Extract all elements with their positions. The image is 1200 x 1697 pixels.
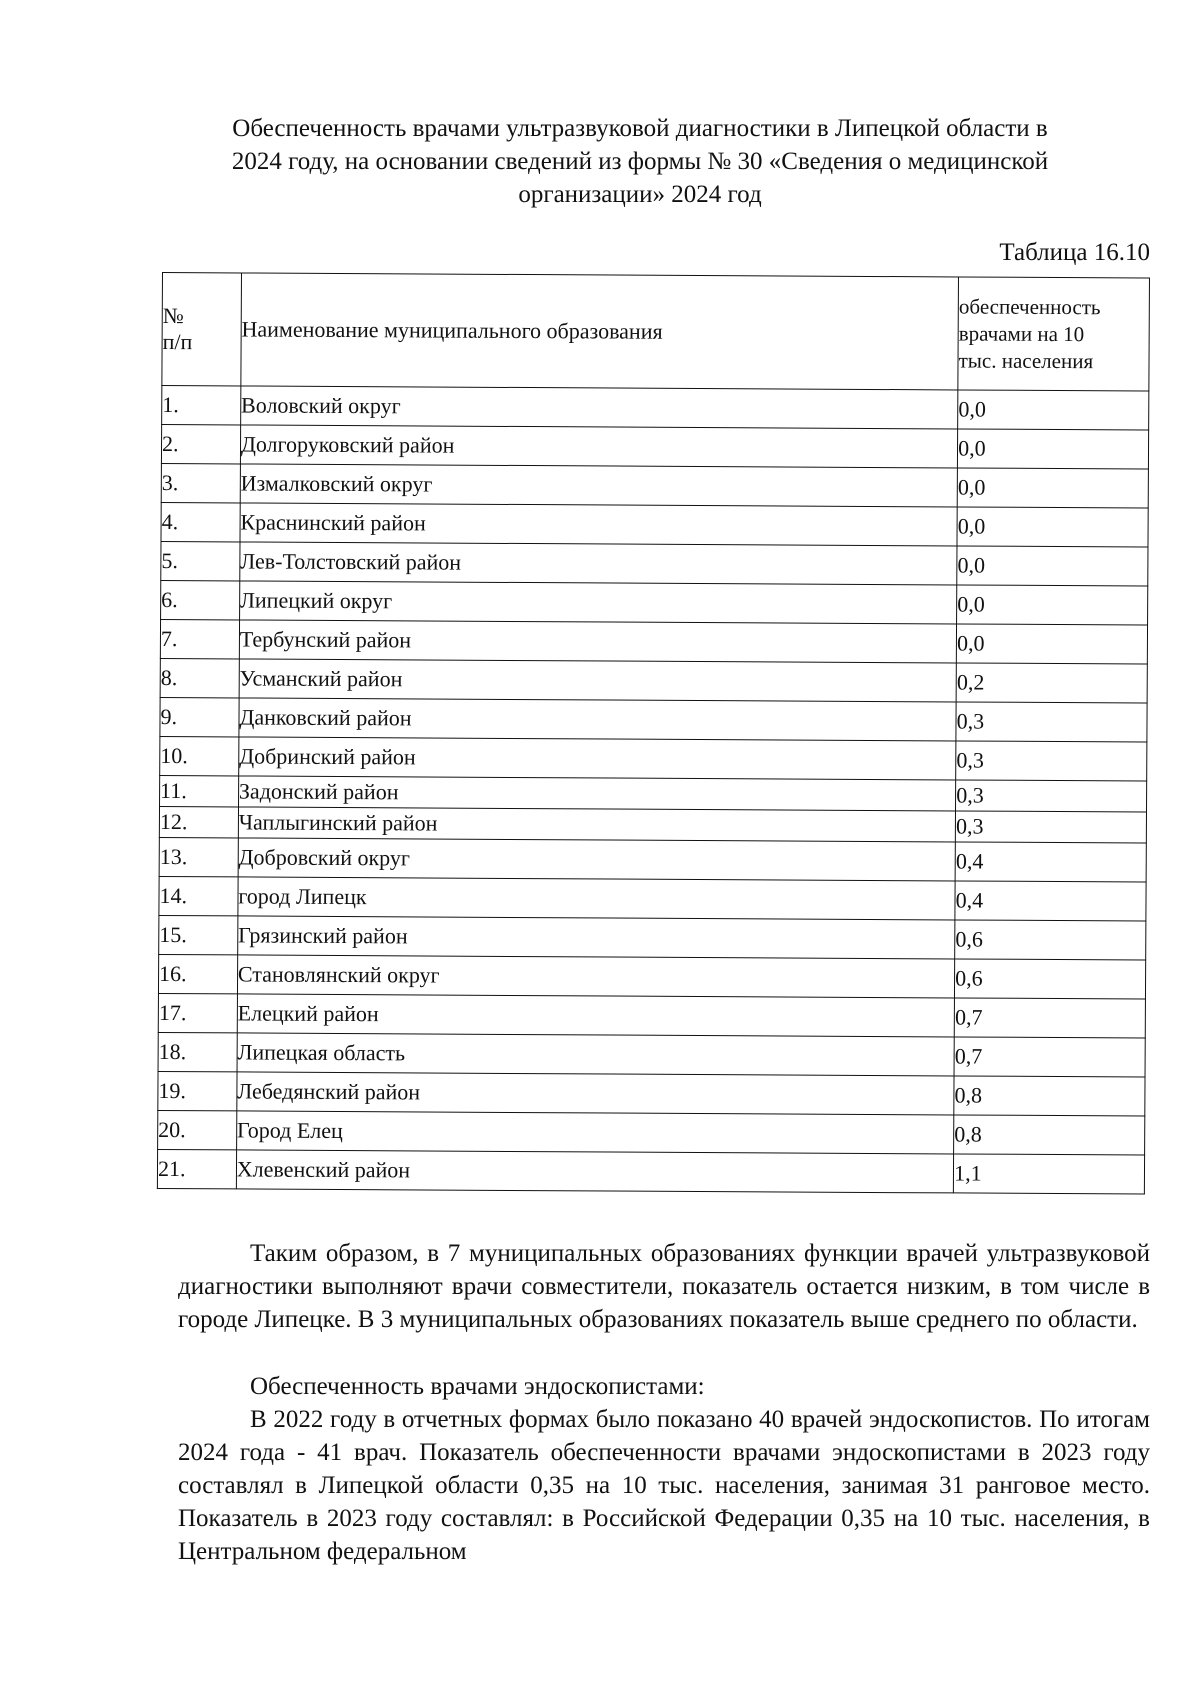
- row-value: 0,4: [955, 881, 1146, 921]
- table-header-row: [162, 273, 1150, 392]
- row-number: 19.: [158, 1071, 237, 1110]
- row-name: Измалковский округ: [240, 464, 958, 507]
- row-name: Город Елец: [236, 1111, 954, 1154]
- table-row: [161, 541, 1148, 586]
- row-value: 0,7: [954, 998, 1145, 1038]
- table-row: [161, 580, 1148, 625]
- row-number: 7.: [160, 619, 239, 658]
- row-name: Добровский округ: [238, 838, 956, 881]
- row-number: 8.: [160, 658, 239, 697]
- row-name: город Липецк: [238, 877, 956, 920]
- row-value: 0,0: [958, 429, 1149, 469]
- row-value: 0,3: [956, 741, 1147, 781]
- row-name: Долгоруковский район: [240, 425, 958, 468]
- table-body: [157, 386, 1148, 1195]
- row-value: 0,3: [956, 780, 1147, 812]
- row-number: 4.: [161, 502, 240, 541]
- row-name: Чаплыгинский район: [238, 807, 955, 842]
- row-name: Данковский район: [239, 698, 957, 741]
- row-value: 0,0: [957, 546, 1148, 586]
- header-number: [162, 273, 241, 386]
- row-name: Воловский округ: [240, 386, 958, 429]
- row-value: 1,1: [954, 1154, 1145, 1194]
- header-value-line: тыс. населения: [958, 347, 1094, 373]
- row-value: 0,0: [956, 624, 1147, 664]
- title-line: 2024 году, на основании сведений из формы № 30 «Сведения о медицинской: [231, 148, 1049, 175]
- table-row: [161, 502, 1148, 547]
- data-table: [157, 272, 1150, 1195]
- row-value: 0,0: [957, 585, 1148, 625]
- document-title: [150, 112, 1130, 211]
- table-row: [159, 837, 1146, 882]
- row-name: Усманский район: [239, 659, 957, 702]
- row-value: 0,3: [956, 702, 1147, 742]
- row-value: 0,8: [954, 1115, 1145, 1155]
- paragraph-text: Таким образом, в 7 муниципальных образованиях функции врачей ультразвуковой диагностики выполняют врачи совместители, показатель остается низким, в том числе в городе Липецке. В 3 муниципальных образованиях показатель выше среднего по области.: [178, 1240, 1150, 1333]
- row-number: 9.: [160, 697, 239, 736]
- table-row: [159, 876, 1146, 921]
- table-row: [158, 954, 1145, 999]
- title-line: организации» 2024 год: [518, 181, 762, 208]
- row-name: Лебедянский район: [237, 1072, 955, 1115]
- row-value: 0,0: [957, 507, 1148, 547]
- row-value: 0,6: [955, 959, 1146, 999]
- row-name: Задонский район: [238, 776, 955, 811]
- paragraph-heading: [178, 1370, 1150, 1403]
- table-row: [158, 1071, 1145, 1116]
- row-number: 14.: [159, 876, 238, 915]
- row-name: Елецкий район: [237, 994, 955, 1037]
- row-name: Краснинский район: [240, 503, 958, 546]
- table-row: [162, 386, 1149, 431]
- table-row: [161, 463, 1148, 508]
- table-row: [161, 425, 1148, 470]
- table-row: [160, 736, 1147, 781]
- header-value: [958, 277, 1149, 391]
- row-value: 0,8: [954, 1076, 1145, 1116]
- row-number: 16.: [158, 954, 237, 993]
- row-number: 18.: [158, 1032, 237, 1071]
- paragraph-text: Обеспеченность врачами эндоскопистами:: [250, 1373, 705, 1400]
- header-name: Наименование муниципального образования: [241, 273, 959, 390]
- row-number: 11.: [160, 775, 239, 806]
- row-value: 0,7: [954, 1037, 1145, 1077]
- row-number: 21.: [157, 1149, 236, 1188]
- row-name: Становлянский округ: [237, 955, 955, 998]
- row-name: Тербунский район: [239, 620, 957, 663]
- header-value-line: обеспеченность: [958, 293, 1101, 319]
- row-name: Добринский район: [239, 737, 957, 780]
- row-number: 12.: [159, 806, 238, 837]
- row-value: 0,6: [955, 920, 1146, 960]
- row-number: 5.: [161, 541, 240, 580]
- row-value: 0,2: [956, 663, 1147, 703]
- row-number: 10.: [160, 736, 239, 775]
- paragraph-text: В 2022 году в отчетных формах было показано 40 врачей эндоскопистов. По итогам 2024 года - 41 врач. Показатель обеспеченности врачами эндоскопистами в 2023 году составлял в Липецкой области 0,35 на 10 тыс. населения, занимая 31 ранговое место. Показатель в 2023 году составлял: в Российской Федерации 0,35 на 10 тыс. населения, в Центральном федеральном: [178, 1406, 1150, 1565]
- row-number: 3.: [161, 463, 240, 502]
- header-number-line: п/п: [162, 329, 193, 355]
- table-row: [160, 619, 1147, 664]
- table-row: [158, 1032, 1145, 1077]
- row-value: 0,4: [955, 842, 1146, 882]
- row-number: 1.: [162, 386, 241, 425]
- table-row: [160, 697, 1147, 742]
- row-number: 17.: [158, 993, 237, 1032]
- header-number-line: №: [162, 303, 184, 329]
- row-name: Липецкий округ: [239, 581, 957, 624]
- row-value: 0,0: [957, 468, 1148, 508]
- row-name: Грязинский район: [238, 916, 956, 959]
- table-row: [160, 658, 1147, 703]
- row-number: 6.: [161, 580, 240, 619]
- row-value: 0,3: [955, 811, 1146, 843]
- table-row: [157, 1149, 1144, 1194]
- row-number: 2.: [161, 425, 240, 464]
- paragraph-summary: [178, 1237, 1150, 1336]
- row-name: Липецкая область: [237, 1033, 955, 1076]
- paragraph-endoscopy: [178, 1403, 1150, 1568]
- table-row: [159, 915, 1146, 960]
- row-name: Хлевенский район: [236, 1150, 954, 1193]
- table-caption: Таблица 16.10: [999, 239, 1150, 266]
- title-line: Обеспеченность врачами ультразвуковой диагностики в Липецкой области в: [232, 115, 1048, 142]
- table-row: [158, 993, 1145, 1038]
- row-number: 13.: [159, 837, 238, 876]
- header-value-line: врачами на 10: [958, 320, 1085, 346]
- row-value: 0,0: [958, 390, 1149, 430]
- row-number: 20.: [158, 1110, 237, 1149]
- row-number: 15.: [159, 915, 238, 954]
- row-name: Лев-Толстовский район: [240, 542, 958, 585]
- table-row: [158, 1110, 1145, 1155]
